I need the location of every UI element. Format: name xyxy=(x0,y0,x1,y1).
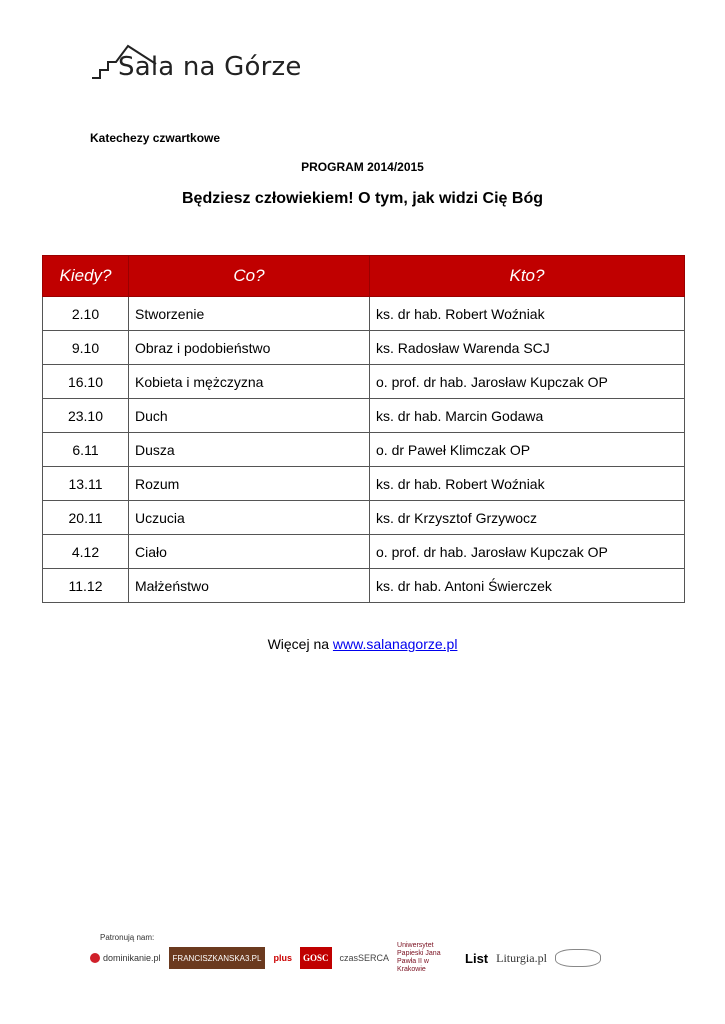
table-row xyxy=(43,535,685,569)
row-speaker: o. prof. dr hab. Jarosław Kupczak OP xyxy=(370,365,685,399)
table-row xyxy=(43,297,685,331)
patron-logo: GOSC xyxy=(300,947,332,969)
row-speaker: ks. dr Krzysztof Grzywocz xyxy=(370,501,685,535)
table-row xyxy=(43,433,685,467)
table-row xyxy=(43,467,685,501)
table-row xyxy=(43,399,685,433)
program-label: PROGRAM 2014/2015 xyxy=(301,160,424,174)
row-topic: Małżeństwo xyxy=(129,569,370,603)
page-title: Będziesz człowiekiem! O tym, jak widzi Cię Bóg xyxy=(182,190,543,207)
row-speaker: o. prof. dr hab. Jarosław Kupczak OP xyxy=(370,535,685,569)
row-speaker: ks. dr hab. Antoni Świerczek xyxy=(370,569,685,603)
table-row xyxy=(43,331,685,365)
patron-logo: Liturgia.pl xyxy=(496,950,547,965)
row-topic: Kobieta i mężczyzna xyxy=(129,365,370,399)
row-topic: Obraz i podobieństwo xyxy=(129,331,370,365)
table-row xyxy=(43,365,685,399)
row-date: 16.10 xyxy=(43,365,129,399)
patron-logo: czasSERCA xyxy=(339,953,390,963)
patron-logo: plus xyxy=(273,953,292,963)
row-topic: Dusza xyxy=(129,433,370,467)
table-row xyxy=(43,569,685,603)
patrons-label: Patronują nam: xyxy=(100,933,155,942)
header-who: Kto? xyxy=(370,256,685,297)
row-date: 11.12 xyxy=(43,569,129,603)
row-date: 20.11 xyxy=(43,501,129,535)
row-topic: Stworzenie xyxy=(129,297,370,331)
row-speaker: ks. dr hab. Robert Woźniak xyxy=(370,297,685,331)
logo-text: Sala na Górze xyxy=(118,52,302,82)
patron-logo: FRANCISZKANSKA3.PL xyxy=(169,947,266,969)
patron-logo: Uniwersytet Papieski Jana Pawła II w Krakowie xyxy=(397,942,441,973)
header-what: Co? xyxy=(129,256,370,297)
more-prefix: Więcej na xyxy=(267,636,333,652)
patrons-logos xyxy=(90,942,635,973)
row-topic: Duch xyxy=(129,399,370,433)
website-link[interactable]: www.salanagorze.pl xyxy=(332,636,458,652)
row-speaker: ks. dr hab. Robert Woźniak xyxy=(370,467,685,501)
row-date: 9.10 xyxy=(43,331,129,365)
row-topic: Uczucia xyxy=(129,501,370,535)
row-speaker: o. dr Paweł Klimczak OP xyxy=(370,433,685,467)
row-date: 4.12 xyxy=(43,535,129,569)
table-row xyxy=(43,501,685,535)
dominikanie-icon xyxy=(90,953,100,963)
fish-logo-icon xyxy=(555,949,601,967)
row-date: 6.11 xyxy=(43,433,129,467)
logo xyxy=(90,42,302,87)
patron-logo: List xyxy=(465,950,489,966)
row-date: 23.10 xyxy=(43,399,129,433)
row-topic: Ciało xyxy=(129,535,370,569)
row-speaker: ks. Radosław Warenda SCJ xyxy=(370,331,685,365)
row-date: 2.10 xyxy=(43,297,129,331)
series-name: Katechezy czwartkowe xyxy=(90,131,221,145)
schedule-table xyxy=(42,255,685,603)
header-when: Kiedy? xyxy=(43,256,129,297)
table-header-row xyxy=(43,256,685,297)
row-speaker: ks. dr hab. Marcin Godawa xyxy=(370,399,685,433)
patron-logo: dominikanie.pl xyxy=(90,947,161,969)
row-date: 13.11 xyxy=(43,467,129,501)
row-topic: Rozum xyxy=(129,467,370,501)
more-info xyxy=(0,636,725,652)
